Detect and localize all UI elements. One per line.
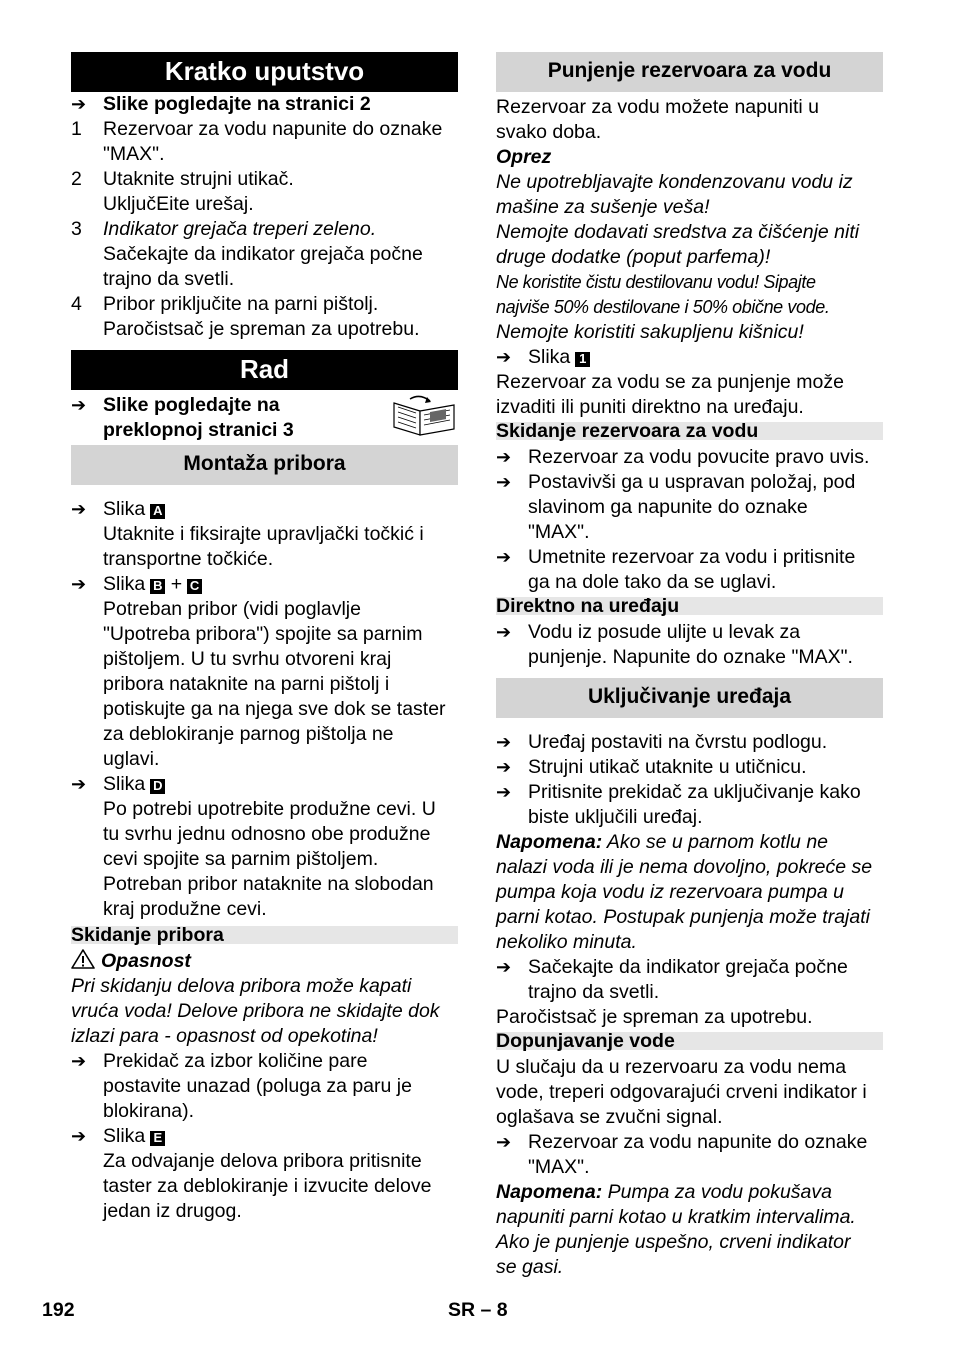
arrow-icon: ➔ (496, 622, 512, 642)
skidanje-item-e: ➔ Slika E Za odvajanje delova pribora pritisnite taster za deblokiranje i izvucite delove jedan iz drugog. (71, 1125, 432, 1222)
warning-triangle-icon (71, 949, 95, 969)
step-4: 4 Pribor priključite na parni pištolj. Paročistsač je spreman za upotrebu. (71, 293, 420, 340)
see-foldout-note: ➔ Slike pogledajte na preklopnoj stranici 3 (71, 393, 458, 445)
montaza-item-bc: ➔ Slika B + C Potreban pribor (vidi poglavlje "Upotreba pribora") spojite sa parnim pištoljem. U tu svrhu otvoreni kraj pribora nataknite na parni pištolj i potiskujte ga na njega sve dok se taster za deblokiranje parnog pištolja ne uglavi. (71, 573, 446, 770)
note-1: Napomena: Ako se u parnom kotlu ne (496, 831, 829, 853)
ukljucivanje-item-2: ➔ Strujni utikač utaknite u utičnicu. (496, 756, 807, 778)
punjenje-figure-ref: ➔ Slika 1 (496, 345, 883, 370)
skidanje-rez-item-2: ➔ Postavivši ga u uspravan položaj, pod slavinom ga napunite do oznake "MAX". (496, 471, 856, 543)
right-column: Punjenje rezervoara za vodu Rezervoar za vodu možete napuniti u svako doba. Oprez Ne upotrebljavajte kondenzovanu vodu iz mašine za sušenje veša! Nemojte dodavati sredstva za čišćenje niti druge dodatke (poput parfema)! Ne koristite čistu destilovanu vodu! Sipajte najviše 50% destilovane i 50% obične vode. Nemojte koristiti sakupljenu kišnicu! ➔ Slika 1 Rezervoar za vodu se za punjenje može izvaditi ili puniti direktno na uređaju. Skidanje rezervoara za vodu ➔ Rezervoar za vodu povucite pravo uvis. ➔ Postavivši ga u uspravan položaj, pod slavinom ga napunite do oznake "MAX". ➔ Umetnite rezervoar za vodu i pritisnite ga na dole tako da se uglavi. Direktno na uređaju ➔ Vodu iz posude ulijte u levak za punjenje. Napunite do oznake "MAX". Uključivanje uređaja ➔ Uređaj postaviti na čvrstu podlogu. ➔ Strujni utikač utaknite u utičnicu. ➔ Pritisnite prekidač za uključivanje kako biste uključili uređaj. Napomena: Ako se u parnom kotlu ne nalazi voda ili je nema dovoljno, pokreće se pumpa koja vodu iz rezervoara pumpa u parni kotao. Postupak punjenja može trajati nekoliko minuta. ➔ Sačekajte da indikator grejača počne trajno da svetli. Paročistsač je spreman za upotrebu. Dopunjavanje vode U slučaju da u rezervoaru za vodu nema vode, treperi odgovarajući crveni indikator i oglašava se zvučni signal. ➔ Rezervoar za vodu napunite do oznake "MAX". Napomena: Pumpa za vodu pokušava napuniti parni kotao u kratkim intervalima. Ako je punjenje uspešno, crveni indikator se gasi. (496, 52, 883, 1280)
figure-badge: A (150, 504, 165, 519)
arrow-icon: ➔ (71, 94, 87, 114)
skidanje-rez-item-3: ➔ Umetnite rezervoar za vodu i pritisnite ga na dole tako da se uglavi. (496, 546, 856, 593)
subsection-title-dopunjavanje: Dopunjavanje vode (496, 1032, 883, 1050)
ukljucivanje-item-3: ➔ Pritisnite prekidač za uključivanje kako biste uključili uređaj. (496, 781, 861, 828)
arrow-icon: ➔ (71, 574, 87, 594)
figure-badge: E (150, 1131, 165, 1146)
dopunjavanje-item-1: ➔ Rezervoar za vodu napunite do oznake "MAX". (496, 1131, 868, 1178)
page-number: 192 (42, 1299, 75, 1321)
ukljucivanje-item-1: ➔ Uređaj postaviti na čvrstu podlogu. (496, 731, 828, 753)
arrow-icon: ➔ (496, 957, 512, 977)
arrow-icon: ➔ (496, 447, 512, 467)
arrow-icon: ➔ (71, 395, 87, 415)
subsection-title-direktno: Direktno na uređaju (496, 597, 883, 615)
danger-label: Opasnost (71, 949, 458, 974)
direktno-item-1: ➔ Vodu iz posude ulijte u levak za punjenje. Napunite do oznake "MAX". (496, 621, 853, 668)
subsection-title-skidanje-pribora: Skidanje pribora (71, 926, 458, 944)
skidanje-rez-item-1: ➔ Rezervoar za vodu povucite pravo uvis. (496, 446, 870, 468)
montaza-item-a: ➔ Slika A Utaknite i fiksirajte upravljački točkić i transportne točkiće. (71, 498, 424, 570)
left-column: Kratko uputstvo ➔ Slike pogledajte na stranici 2 1 Rezervoar za vodu napunite do oznake "MAX". 2 Utaknite strujni utikač. UključEite urešaj. 3 Indikator grejača treperi zeleno. Sačekajte da indikator grejača počne trajno da svetli. 4 Pribor priključite na parni pištolj. Paročistsač je spreman za upotrebu. Rad ➔ Slike pogledajte na preklopnoj stranici 3 Montaža pribora ➔ Slika A Utaknite i fiksirajte upravljački točkić i transportne točkiće. ➔ Slika B + C Potreban pribor (vidi poglavlje "Upotreba pribora") spojite sa parnim pištoljem. U tu svrhu otvoreni kraj pribora nataknite na parni pištolj i potiskujte ga na njega sve dok se taster za deblokiranje parnog pištolja ne uglavi. ➔ Slika D Po potrebi upotrebite produžne cevi. U tu svrhu jednu odnosno obe produžne cevi spojite sa parnim pištoljem. Potreban pribor nataknite na slobodan kraj produžne cevi. Skidanje pribora Opasnost Pri skidanju delova pribora može kapati vruća voda! Delove pribora ne skidajte dok izlazi para - opasnost od opekotina! ➔ Prekidač za izbor količine pare postavite unazad (poluga za paru je blokirana). ➔ Slika E Za odvajanje delova pribora pritisnite taster za deblokiranje i izvucite delove jedan iz drugog. (71, 52, 458, 1224)
note-2: Napomena: Pumpa za vodu pokušava (496, 1181, 832, 1203)
arrow-icon: ➔ (496, 732, 512, 752)
skidanje-item-1: ➔ Prekidač za izbor količine pare postavite unazad (poluga za paru je blokirana). (71, 1050, 412, 1122)
arrow-icon: ➔ (496, 1132, 512, 1152)
step-2: 2 Utaknite strujni utikač. UključEite urešaj. (71, 168, 294, 215)
section-title-rad: Rad (71, 350, 458, 390)
caution-label: Oprez (496, 146, 552, 168)
montaza-item-d: ➔ Slika D Po potrebi upotrebite produžne cevi. U tu svrhu jednu odnosno obe produžne cevi spojite sa parnim pištoljem. Potreban pribor nataknite na slobodan kraj produžne cevi. (71, 773, 436, 920)
arrow-icon: ➔ (496, 757, 512, 777)
arrow-icon: ➔ (71, 499, 87, 519)
subsection-title-montaza-pribora: Montaža pribora (71, 445, 458, 485)
arrow-icon: ➔ (496, 472, 512, 492)
arrow-icon: ➔ (496, 347, 512, 367)
subsection-title-skidanje-rezervoara: Skidanje rezervoara za vodu (496, 422, 883, 440)
figure-badge: 1 (575, 352, 590, 367)
subsection-title-ukljucivanje: Uključivanje uređaja (496, 678, 883, 718)
section-title-kratko-uputstvo: Kratko uputstvo (71, 52, 458, 92)
subsection-title-punjenje: Punjenje rezervoara za vodu (496, 52, 883, 92)
step-3: 3 Indikator grejača treperi zeleno. Sačekajte da indikator grejača počne trajno da svetli. (71, 218, 423, 290)
page-code: SR – 8 (448, 1299, 508, 1321)
arrow-icon: ➔ (496, 782, 512, 802)
figure-badge: B (150, 579, 165, 594)
see-pictures-note: ➔ Slike pogledajte na stranici 2 (71, 93, 371, 115)
fold-out-page-icon (390, 395, 458, 437)
figure-badge: D (150, 779, 165, 794)
ukljucivanje-item-4: ➔ Sačekajte da indikator grejača počne trajno da svetli. (496, 956, 848, 1003)
step-1: 1 Rezervoar za vodu napunite do oznake "MAX". (71, 118, 443, 165)
arrow-icon: ➔ (496, 547, 512, 567)
arrow-icon: ➔ (71, 1051, 87, 1071)
figure-badge: C (187, 579, 202, 594)
arrow-icon: ➔ (71, 1126, 87, 1146)
arrow-icon: ➔ (71, 774, 87, 794)
